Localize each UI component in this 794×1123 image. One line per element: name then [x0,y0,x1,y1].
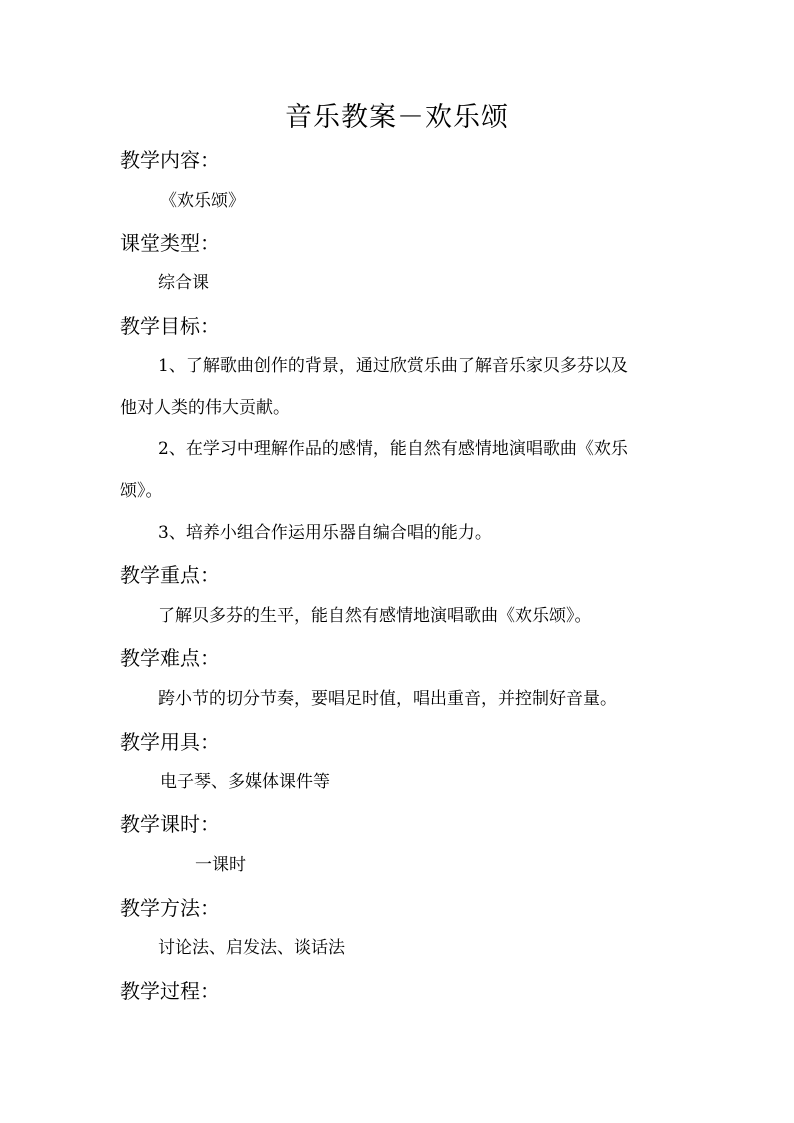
process-heading: 教学过程： [120,979,220,1003]
goal-3: 3、培养小组合作运用乐器自编合唱的能力。 [158,523,492,543]
focus-heading: 教学重点： [120,563,220,587]
tools-text: 电子琴、多媒体课件等 [160,772,330,792]
hours-text: 一课时 [195,855,246,875]
tools-heading: 教学用具： [120,730,220,754]
goal-2-line-2: 颂》。 [120,481,163,501]
hours-heading: 教学课时： [120,812,220,836]
focus-text: 了解贝多芬的生平，能自然有感情地演唱歌曲《欢乐颂》。 [158,606,592,626]
content-text: 《欢乐颂》 [160,191,245,211]
methods-heading: 教学方法： [120,896,220,920]
methods-text: 讨论法、启发法、谈话法 [158,938,345,958]
difficulty-text: 跨小节的切分节奏，要唱足时值，唱出重音，并控制好音量。 [158,689,617,709]
goal-2-line-1: 2、在学习中理解作品的感情，能自然有感情地演唱歌曲《欢乐 [158,439,628,459]
document-title: 音乐教案－欢乐颂 [285,102,509,133]
goal-1-line-1: 1、了解歌曲创作的背景，通过欣赏乐曲了解音乐家贝多芬以及 [158,356,628,376]
type-heading: 课堂类型： [120,231,220,255]
content-heading: 教学内容： [120,148,220,172]
type-text: 综合课 [158,273,209,293]
goals-heading: 教学目标： [120,314,220,338]
goal-1-line-2: 他对人类的伟大贡献。 [120,398,290,418]
difficulty-heading: 教学难点： [120,646,220,670]
